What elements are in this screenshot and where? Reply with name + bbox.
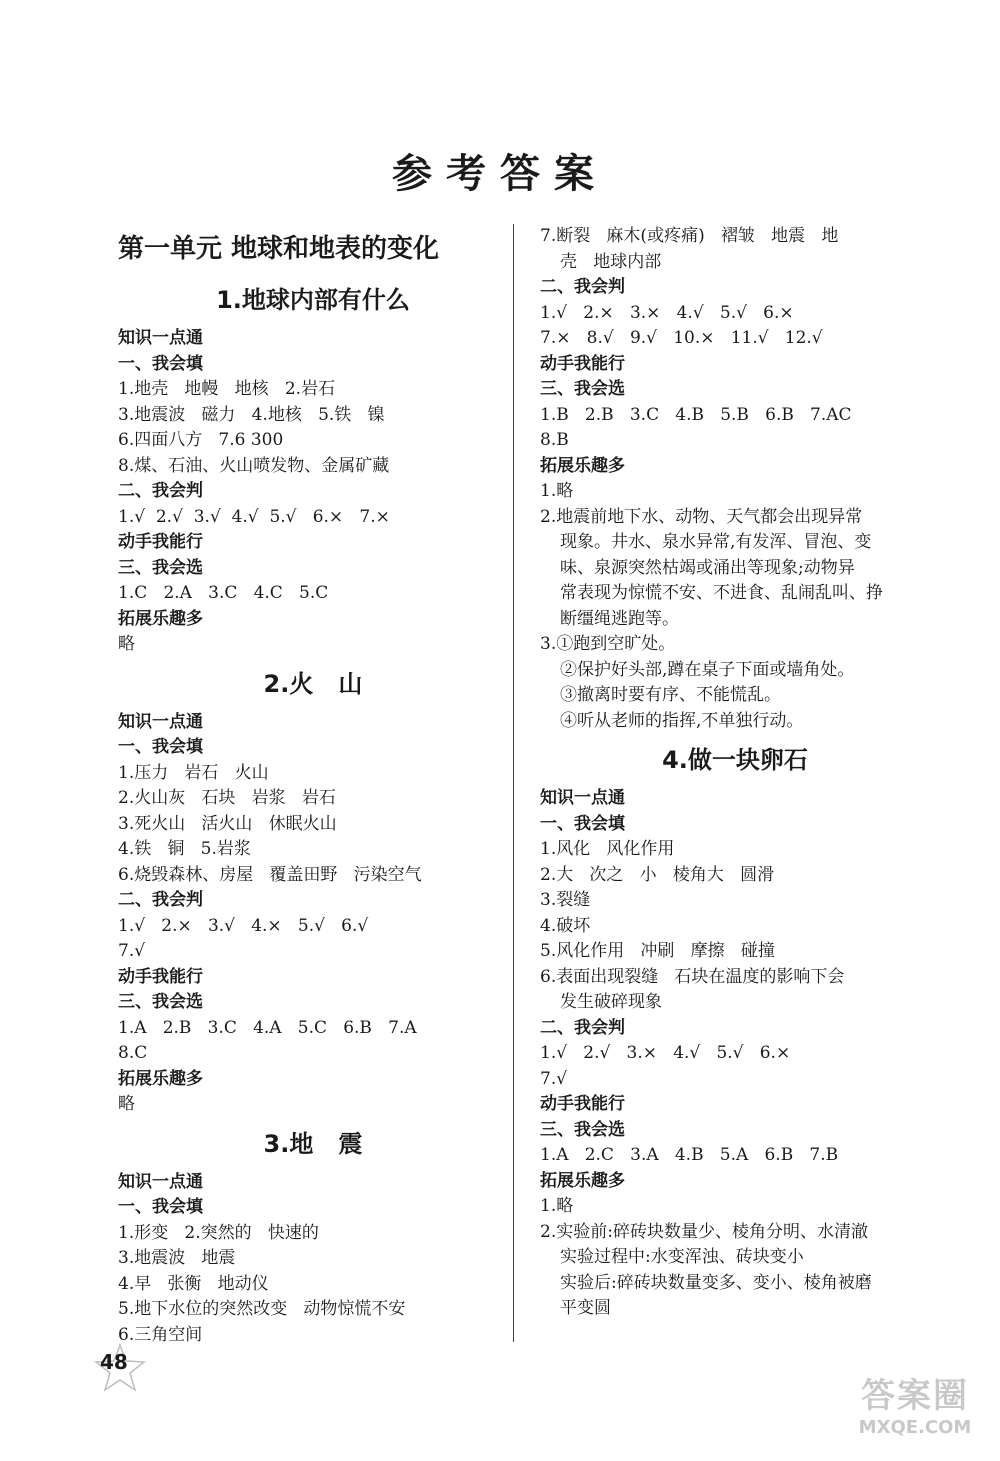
answer-line: 6.三角空间 [118, 1324, 203, 1345]
column-divider [513, 224, 514, 1342]
answer-line: 3.地震波 磁力 4.地核 5.铁 镍 [118, 404, 385, 425]
watermark-url: MXQE.COM [858, 1417, 972, 1438]
answer-line: 2.实验前:碎砖块数量少、棱角分明、水清澈 [540, 1221, 868, 1242]
answer-line: 1.√ 2.× 3.× 4.√ 5.√ 6.× [540, 302, 794, 323]
section-heading: 三、我会选 [540, 379, 625, 399]
section-heading: 动手我能行 [118, 966, 203, 987]
answer-line: 平变圆 [560, 1298, 611, 1318]
answer-line: ③撤离时要有序、不能慌乱。 [560, 685, 781, 705]
answer-line: 6.表面出现裂缝 石块在温度的影响下会 [540, 966, 845, 987]
answer-line: 1.压力 岩石 火山 [118, 762, 269, 783]
answer-line: 5.地下水位的突然改变 动物惊慌不安 [118, 1299, 406, 1319]
answer-line: 1.A 2.B 3.C 4.A 5.C 6.B 7.A [118, 1017, 417, 1038]
section-heading: 拓展乐趣多 [540, 1170, 625, 1191]
section-heading: 拓展乐趣多 [118, 1068, 203, 1089]
answer-line: 常表现为惊慌不安、不进食、乱闹乱叫、挣 [560, 583, 883, 603]
answer-line: 味、泉源突然枯竭或涌出等现象;动物异 [560, 557, 855, 578]
section-heading: 二、我会判 [118, 481, 203, 501]
answer-line: 6.烧毁森林、房屋 覆盖田野 污染空气 [118, 864, 422, 885]
answer-line: 断缰绳逃跑等。 [560, 608, 679, 629]
answer-line: 2.大 次之 小 棱角大 圆滑 [540, 864, 775, 885]
section-heading: 一、我会填 [118, 1197, 203, 1217]
lesson-title: 4.做一块卵石 [662, 746, 808, 774]
right-column [540, 224, 930, 1322]
answer-line: 3.死火山 活火山 休眠火山 [118, 813, 337, 834]
section-heading: 动手我能行 [540, 353, 625, 374]
section-heading: 三、我会选 [118, 557, 203, 578]
answer-line: 7.× 8.√ 9.√ 10.× 11.√ 12.√ [540, 328, 823, 348]
answer-line: 2.地震前地下水、动物、天气都会出现异常 [540, 506, 863, 527]
unit-title: 第一单元 地球和地表的变化 [118, 234, 440, 264]
section-heading: 一、我会填 [540, 813, 625, 834]
answer-line: 3.裂缝 [540, 890, 591, 910]
watermark [840, 1368, 990, 1438]
section-heading: 动手我能行 [118, 532, 203, 552]
section-heading: 动手我能行 [540, 1094, 625, 1114]
answer-line: 实验过程中:水变浑浊、砖块变小 [560, 1247, 804, 1267]
answer-line: 5.风化作用 冲刷 摩擦 碰撞 [540, 941, 775, 961]
lesson-title: 1.地球内部有什么 [216, 286, 410, 314]
answer-line: 1.√ 2.× 3.√ 4.× 5.√ 6.√ [118, 915, 369, 936]
page-number: 48 [100, 1350, 128, 1374]
lesson-title: 2.火 山 [263, 669, 363, 698]
answer-line: ④听从老师的指挥,不单独行动。 [560, 710, 804, 731]
answer-line: 1.地壳 地幔 地核 2.岩石 [118, 379, 336, 399]
answer-line: 8.C [118, 1043, 148, 1063]
page-title: 参考答案 [392, 151, 608, 197]
answer-line: 1.√ 2.√ 3.√ 4.√ 5.√ 6.× 7.× [118, 506, 390, 527]
answer-line: 3.①跑到空旷处。 [540, 634, 676, 654]
left-column [118, 224, 508, 1348]
answer-line: 1.A 2.C 3.A 4.B 5.A 6.B 7.B [540, 1145, 839, 1165]
answer-line: 4.早 张衡 地动仪 [118, 1273, 269, 1294]
answer-line: 1.C 2.A 3.C 4.C 5.C [118, 583, 329, 603]
watermark-main: 答案圈 [861, 1376, 969, 1416]
section-heading: 一、我会填 [118, 353, 203, 374]
answer-line: 实验后:碎砖块数量变多、变小、棱角被磨 [560, 1272, 872, 1293]
answer-line: 8.煤、石油、火山喷发物、金属矿藏 [118, 455, 390, 476]
answer-line: 4.破坏 [540, 915, 591, 936]
section-heading: 一、我会填 [118, 737, 203, 757]
answer-line: 7.√ [118, 941, 146, 961]
section-heading: 拓展乐趣多 [118, 608, 203, 629]
answer-line: 略 [118, 634, 135, 654]
section-heading: 三、我会选 [540, 1119, 625, 1140]
answer-line: 2.火山灰 石块 岩浆 岩石 [118, 788, 336, 808]
section-heading: 拓展乐趣多 [540, 455, 625, 476]
section-heading: 知识一点通 [540, 788, 625, 808]
answer-line: ②保护好头部,蹲在桌子下面或墙角处。 [560, 659, 855, 680]
answer-line: 1.略 [540, 481, 574, 501]
answer-line: 7.断裂 麻木(或疼痛) 褶皱 地震 地 [540, 226, 839, 246]
answer-line: 7.√ [540, 1068, 568, 1089]
section-heading: 知识一点通 [118, 711, 203, 732]
answer-line: 略 [118, 1094, 135, 1114]
section-heading: 二、我会判 [118, 890, 203, 910]
answer-line: 1.形变 2.突然的 快速的 [118, 1222, 319, 1243]
section-heading: 知识一点通 [118, 1171, 203, 1192]
section-heading: 二、我会判 [540, 277, 625, 297]
answer-line: 1.B 2.B 3.C 4.B 5.B 6.B 7.AC [540, 404, 852, 425]
section-heading: 知识一点通 [118, 328, 203, 348]
answer-line: 1.略 [540, 1196, 574, 1216]
answer-line: 1.√ 2.√ 3.× 4.√ 5.√ 6.× [540, 1043, 791, 1063]
answer-line: 3.地震波 地震 [118, 1248, 236, 1268]
answer-line: 6.四面八方 7.6 300 [118, 430, 284, 450]
answer-line: 发生破碎现象 [560, 992, 662, 1012]
section-heading: 三、我会选 [118, 992, 203, 1012]
answer-line: 8.B [540, 430, 569, 450]
lesson-title: 3.地 震 [263, 1129, 363, 1158]
section-heading: 二、我会判 [540, 1017, 625, 1038]
answer-line: 1.风化 风化作用 [540, 839, 675, 859]
answer-line: 4.铁 铜 5.岩浆 [118, 839, 251, 859]
answer-line: 壳 地球内部 [560, 251, 662, 272]
answer-line: 现象。井水、泉水异常,有发浑、冒泡、变 [560, 532, 872, 552]
